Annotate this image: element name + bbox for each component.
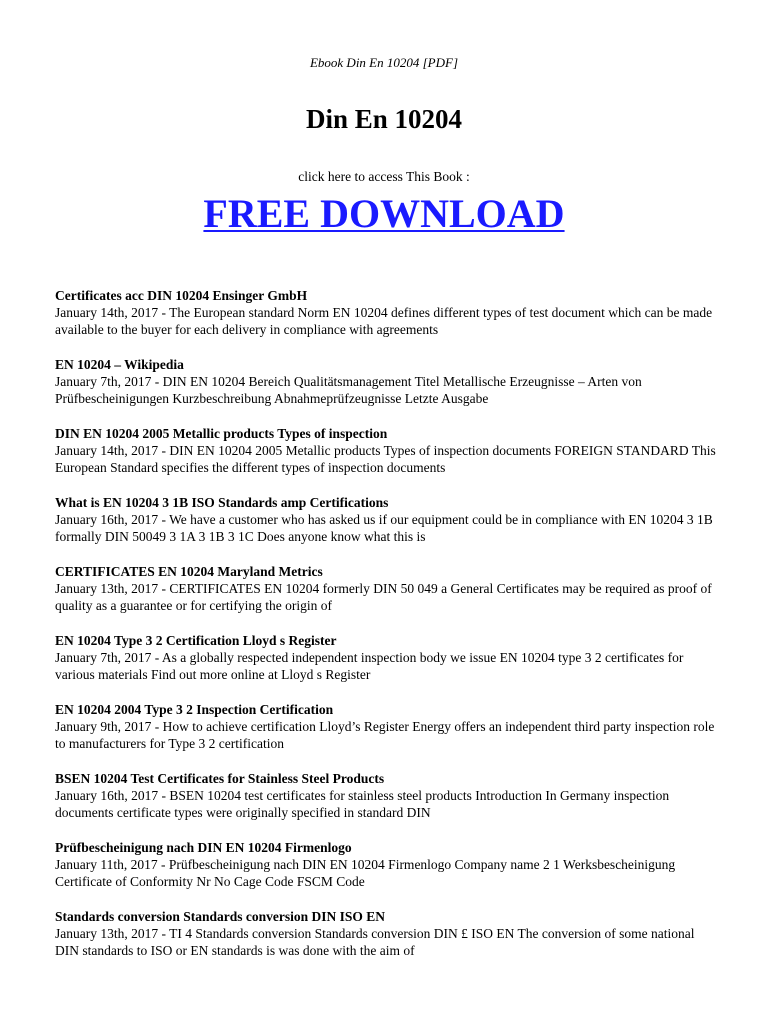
- list-item: [55, 287, 720, 356]
- list-item: [55, 632, 720, 701]
- entry-title: Prüfbescheinigung nach DIN EN 10204 Firmenlogo: [55, 840, 352, 855]
- entry-text: January 16th, 2017 - BSEN 10204 test certificates for stainless steel products Introduction In Germany inspection documents certificate types were originally specified in standard DIN: [55, 788, 670, 820]
- entry-title: EN 10204 – Wikipedia: [55, 357, 184, 372]
- list-item: [55, 839, 720, 908]
- list-item: [55, 356, 720, 425]
- entry-title: DIN EN 10204 2005 Metallic products Types of inspection: [55, 426, 388, 441]
- page-title: Din En 10204: [305, 104, 463, 134]
- entry-title: CERTIFICATES EN 10204 Maryland Metrics: [55, 564, 323, 579]
- access-instruction: click here to access This Book :: [298, 169, 470, 184]
- entry-title: Standards conversion Standards conversion DIN ISO EN: [55, 909, 386, 924]
- list-item: [55, 770, 720, 839]
- entry-text: January 7th, 2017 - As a globally respected independent inspection body we issue EN 10204 type 3 2 certificates for various materials Find out more online at Lloyd s Register: [55, 650, 684, 682]
- entry-text: January 14th, 2017 - The European standard Norm EN 10204 defines different types of test document which can be made available to the buyer for each delivery in compliance with agreements: [55, 305, 713, 337]
- list-item: [55, 563, 720, 632]
- list-item: [55, 701, 720, 770]
- entry-text: January 11th, 2017 - Prüfbescheinigung nach DIN EN 10204 Firmenlogo Company name 2 1 Werksbescheinigung Certificate of Conformity Nr No Cage Code FSCM Code: [55, 857, 676, 889]
- entry-title: EN 10204 2004 Type 3 2 Inspection Certification: [55, 702, 334, 717]
- list-item: [55, 908, 720, 977]
- entry-text: January 16th, 2017 - We have a customer who has asked us if our equipment could be in compliance with EN 10204 3 1B formally DIN 50049 3 1A 3 1B 3 1C Does anyone know what this is: [55, 512, 713, 544]
- entry-text: January 9th, 2017 - How to achieve certification Lloyd’s Register Energy offers an independent third party inspection role to manufacturers for Type 3 2 certification: [55, 719, 715, 751]
- entry-text: January 14th, 2017 - DIN EN 10204 2005 Metallic products Types of inspection documents FOREIGN STANDARD This European Standard specifies the different types of inspection documents: [55, 443, 716, 475]
- ebook-header: Ebook Din En 10204 [PDF]: [309, 55, 459, 70]
- entry-title: What is EN 10204 3 1B ISO Standards amp Certifications: [55, 495, 389, 510]
- entry-title: Certificates acc DIN 10204 Ensinger GmbH: [55, 288, 308, 303]
- entry-list: [55, 287, 720, 977]
- entry-text: January 7th, 2017 - DIN EN 10204 Bereich Qualitätsmanagement Titel Metallische Erzeugnisse – Arten von Prüfbescheinigungen Kurzbeschreibung Abnahmeprüfzeugnisse Letzte Ausgabe: [55, 374, 642, 406]
- entry-title: BSEN 10204 Test Certificates for Stainless Steel Products: [55, 771, 385, 786]
- list-item: [55, 425, 720, 494]
- free-download-link[interactable]: FREE DOWNLOAD: [203, 191, 565, 236]
- entry-text: January 13th, 2017 - CERTIFICATES EN 10204 formerly DIN 50 049 a General Certificates may be required as proof of quality as a guarantee or for certifying the origin of: [55, 581, 712, 613]
- entry-title: EN 10204 Type 3 2 Certification Lloyd s Register: [55, 633, 337, 648]
- entry-text: January 13th, 2017 - TI 4 Standards conversion Standards conversion DIN £ ISO EN The conversion of some national DIN standards to ISO or EN standards is was done with the aim of: [55, 926, 695, 958]
- list-item: [55, 494, 720, 563]
